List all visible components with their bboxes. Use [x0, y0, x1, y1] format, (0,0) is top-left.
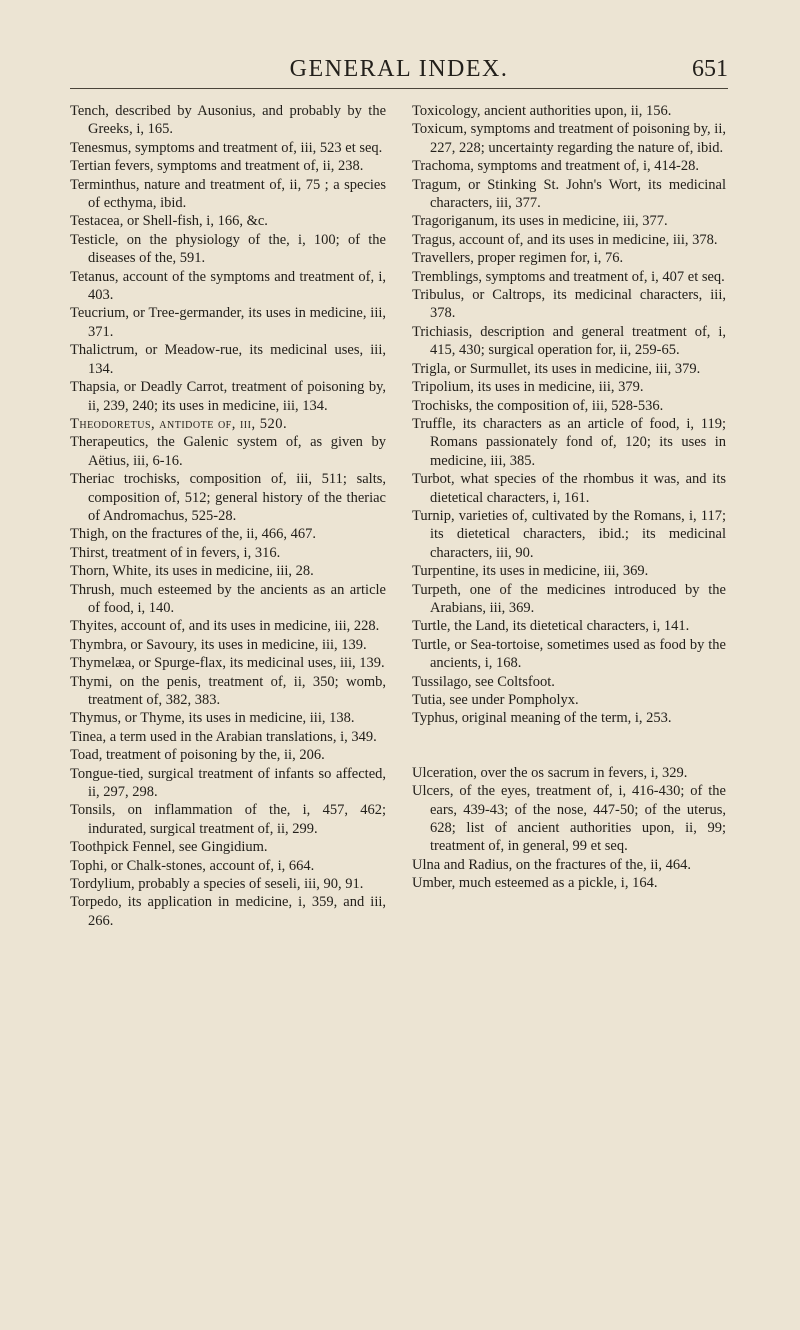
index-entry: Tonsils, on inflammation of the, i, 457, 462; indurated, surgical treatment of, ii, 299.	[70, 802, 386, 837]
index-entry: Thorn, White, its uses in medicine, iii, 28.	[70, 563, 314, 580]
index-entry: Testacea, or Shell-fish, i, 166, &c.	[70, 213, 268, 230]
index-entry: Tripolium, its uses in medicine, iii, 379.	[412, 379, 644, 396]
index-entry: Turpentine, its uses in medicine, iii, 369.	[412, 563, 649, 580]
index-entry: Trochisks, the composition of, iii, 528-536.	[412, 397, 664, 414]
index-entry: Tinea, a term used in the Arabian translations, i, 349.	[70, 728, 377, 745]
right-column	[412, 102, 726, 893]
index-entry: Turnip, varieties of, cultivated by the Romans, i, 117; its dietetical characters, ibid.; its medicinal characters, iii, 90.	[412, 507, 726, 561]
index-entry: Ulceration, over the os sacrum in fevers, i, 329.	[412, 764, 688, 781]
index-entry: Ulna and Radius, on the fractures of the, ii, 464.	[412, 856, 692, 873]
index-entry: Thalictrum, or Meadow-rue, its medicinal uses, iii, 134.	[70, 342, 386, 377]
index-entry: Trigla, or Surmullet, its uses in medicine, iii, 379.	[412, 360, 701, 377]
index-entry: Tragoriganum, its uses in medicine, iii, 377.	[412, 213, 668, 230]
page-title: GENERAL INDEX.	[289, 56, 509, 82]
index-entry: Thirst, treatment of in fevers, i, 316.	[70, 544, 281, 561]
index-entry: Teucrium, or Tree-germander, its uses in medicine, iii, 371.	[70, 305, 386, 340]
index-entry: Tongue-tied, surgical treatment of infants so affected, ii, 297, 298.	[70, 765, 386, 801]
index-entry: Toxicum, symptoms and treatment of poisoning by, ii, 227, 228; uncertainty regarding the nature of, ibid.	[412, 121, 726, 156]
index-entry: Tragus, account of, and its uses in medicine, iii, 378.	[412, 231, 718, 248]
page-header	[70, 56, 728, 92]
index-entry: Tetanus, account of the symptoms and treatment of, i, 403.	[70, 268, 386, 304]
left-column	[70, 102, 386, 930]
index-entry: Therapeutics, the Galenic system of, as given by Aëtius, iii, 6-16.	[70, 434, 386, 469]
index-entry: Turtle, or Sea-tortoise, sometimes used as food by the ancients, i, 168.	[412, 636, 726, 672]
index-entry: Tragum, or Stinking St. John's Wort, its medicinal characters, iii, 377.	[412, 176, 726, 212]
index-entry: Toothpick Fennel, see Gingidium.	[70, 839, 268, 856]
index-entry: Torpedo, its application in medicine, i, 359, and iii, 266.	[70, 894, 386, 929]
index-entry: Thymbra, or Savoury, its uses in medicine, iii, 139.	[70, 636, 367, 653]
section-gap	[412, 728, 726, 764]
index-entry: Thigh, on the fractures of the, ii, 466, 467.	[70, 526, 317, 543]
index-entry: Thymi, on the penis, treatment of, ii, 350; womb, treatment of, 382, 383.	[70, 673, 386, 708]
index-entry: Turtle, the Land, its dietetical characters, i, 141.	[412, 618, 690, 635]
index-entry: Thyites, account of, and its uses in medicine, iii, 228.	[70, 618, 380, 635]
index-entry: Tertian fevers, symptoms and treatment of, ii, 238.	[70, 158, 364, 175]
index-entry: Tenesmus, symptoms and treatment of, iii, 523 et seq.	[70, 139, 383, 156]
index-entry: Tordylium, probably a species of seseli, iii, 90, 91.	[70, 876, 364, 893]
header-rule	[70, 88, 728, 89]
index-entry: Thymus, or Thyme, its uses in medicine, iii, 138.	[70, 710, 355, 727]
index-entry: Tremblings, symptoms and treatment of, i, 407 et seq.	[412, 268, 725, 285]
index-entry: Tophi, or Chalk-stones, account of, i, 664.	[70, 857, 315, 874]
page-number: 651	[692, 56, 728, 82]
index-entry: Thrush, much esteemed by the ancients as an article of food, i, 140.	[70, 581, 386, 616]
index-entry: Turbot, what species of the rhombus it was, and its dietetical characters, i, 161.	[412, 471, 726, 506]
index-entry: Thymelæa, or Spurge-flax, its medicinal uses, iii, 139.	[70, 655, 385, 672]
index-entry: Trichiasis, description and general treatment of, i, 415, 430; surgical operation for, ii, 259-65.	[412, 323, 726, 359]
index-entry: Tench, described by Ausonius, and probably by the Greeks, i, 165.	[70, 103, 386, 138]
index-entry: Testicle, on the physiology of the, i, 100; of the diseases of the, 591.	[70, 231, 386, 267]
index-entry: Toad, treatment of poisoning by the, ii, 206.	[70, 747, 325, 764]
index-entry: Theriac trochisks, composition of, iii, 511; salts, composition of, 512; general history of the theriac of Andromachus, 525-28.	[70, 471, 386, 524]
index-entry: Toxicology, ancient authorities upon, ii, 156.	[412, 103, 672, 119]
index-entry: Tribulus, or Caltrops, its medicinal characters, iii, 378.	[412, 287, 726, 322]
index-entry: Tutia, see under Pompholyx.	[412, 692, 579, 708]
index-entry: Trachoma, symptoms and treatment of, i, 414-28.	[412, 158, 700, 175]
index-entry: Theodoretus, antidote of, iii, 520.	[70, 415, 288, 432]
index-entry: Terminthus, nature and treatment of, ii, 75 ; a species of ecthyma, ibid.	[70, 176, 386, 212]
index-entry: Umber, much esteemed as a pickle, i, 164.	[412, 875, 658, 892]
index-entry: Ulcers, of the eyes, treatment of, i, 416-430; of the ears, 439-43; of the nose, 447-50; of the uterus, 628; list of ancient authorities upon, ii, 99; treatment of, in general, 99 et seq.	[412, 783, 726, 855]
index-entry: Truffle, its characters as an article of food, i, 119; Romans passionately fond of, 120; its uses in medicine, iii, 385.	[412, 415, 726, 469]
index-entry: Travellers, proper regimen for, i, 76.	[412, 250, 624, 267]
index-entry: Thapsia, or Deadly Carrot, treatment of poisoning by, ii, 239, 240; its uses in medicine, iii, 134.	[70, 379, 386, 414]
index-entry: Tussilago, see Coltsfoot.	[412, 673, 555, 690]
index-entry: Typhus, original meaning of the term, i, 253.	[412, 710, 672, 727]
index-entry: Turpeth, one of the medicines introduced by the Arabians, iii, 369.	[412, 581, 726, 616]
